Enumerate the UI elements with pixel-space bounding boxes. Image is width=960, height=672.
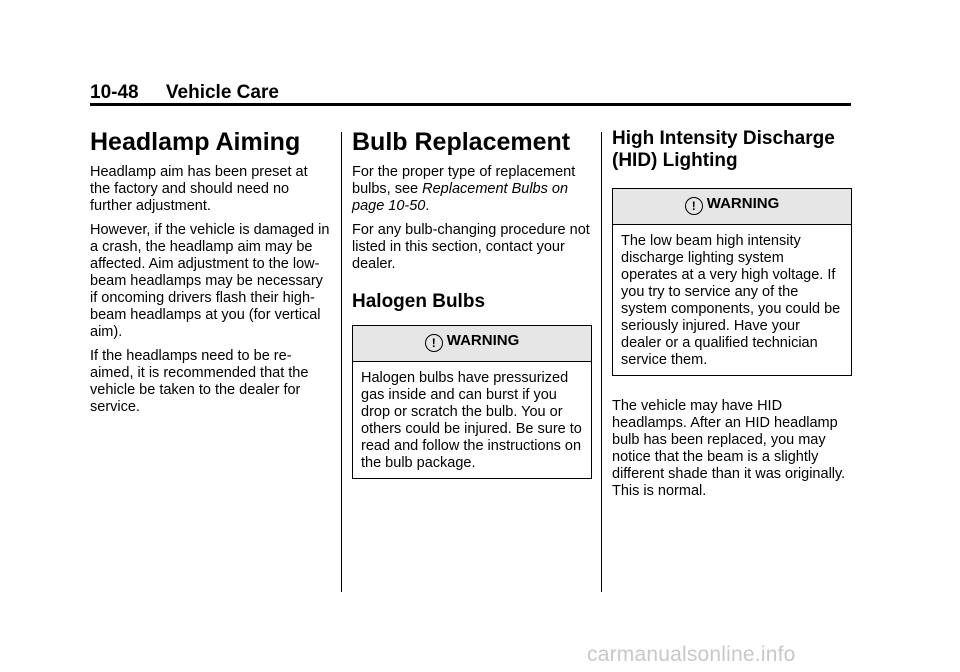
cross-reference-link[interactable]: Replacement Bulbs on page 10-50 <box>352 181 569 214</box>
heading-halogen-bulbs: Halogen Bulbs <box>352 291 486 312</box>
warning-icon: ! <box>425 334 443 352</box>
warning-icon: ! <box>685 197 703 215</box>
warning-box <box>612 188 852 376</box>
section-title: Vehicle Care <box>165 82 279 103</box>
heading-headlamp-aiming: Headlamp Aiming <box>90 128 301 156</box>
paragraph-end: . <box>425 198 430 214</box>
heading-line: High Intensity Discharge <box>612 128 835 149</box>
column-divider <box>341 132 342 592</box>
warning-text: The low beam high intensity discharge lighting system operates at a very high voltage. If you try to service any of the system components, you could be seriously injured. Have your dealer or a qualified technician service them. <box>621 233 841 368</box>
heading-bulb-replacement: Bulb Replacement <box>352 128 571 156</box>
warning-title <box>613 189 851 225</box>
header-rule <box>90 103 851 106</box>
paragraph: If the headlamps need to be re-aimed, it is recommended that the vehicle be taken to the dealer for service. <box>90 348 309 415</box>
watermark: carmanualsonline.info <box>587 643 796 666</box>
column-divider <box>601 132 602 592</box>
warning-label: WARNING <box>446 332 520 349</box>
column-bulb-replacement <box>352 128 592 491</box>
heading-hid-lighting <box>612 128 852 172</box>
paragraph-text: For the proper type of replacement bulbs, see <box>352 164 576 197</box>
page-number: 10-48 <box>90 82 139 103</box>
column-hid-lighting <box>612 128 852 507</box>
warning-title <box>353 326 591 362</box>
paragraph <box>352 164 592 215</box>
page-header <box>90 82 279 104</box>
heading-line: (HID) Lighting <box>612 150 738 171</box>
warning-box <box>352 325 592 479</box>
paragraph: Headlamp aim has been preset at the factory and should need no further adjustment. <box>90 164 308 214</box>
warning-label: WARNING <box>706 195 780 212</box>
paragraph: The vehicle may have HID headlamps. After an HID headlamp bulb has been replaced, you may notice that the beam is a slightly different shade than it was originally. This is normal. <box>612 398 846 499</box>
column-headlamp-aiming <box>90 128 330 423</box>
paragraph: However, if the vehicle is damaged in a crash, the headlamp aim may be affected. Aim adjustment to the low-beam headlamps may be necessary if oncoming drivers flash their high-beam headlamps at you (for vertical aim). <box>90 222 330 340</box>
warning-text: Halogen bulbs have pressurized gas inside and can burst if you drop or scratch the bulb. You or others could be injured. Be sure to read and follow the instructions on the bulb package. <box>361 370 582 471</box>
paragraph: For any bulb-changing procedure not listed in this section, contact your dealer. <box>352 222 590 272</box>
